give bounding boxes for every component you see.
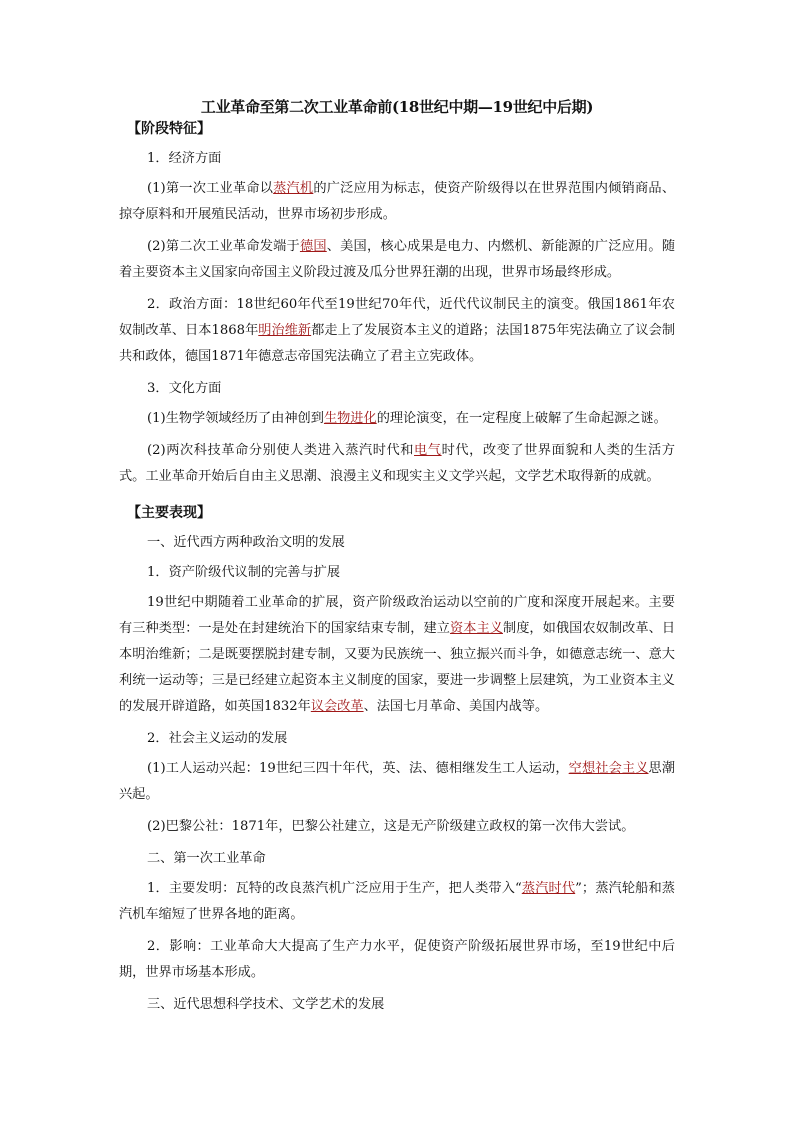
item1-heading: 1．资产阶级代议制的完善与扩展 — [147, 565, 341, 580]
culture-paragraph-2: (2)两次科技革命分别使人类进入蒸汽时代和电气时代，改变了世界面貌和人类的生活方式。工业革命开始后自由主义思潮、浪漫主义和现实主义文学兴起，文学艺术取得新的成就。 — [119, 443, 675, 484]
politics-paragraph: 2．政治方面：18世纪60年代至19世纪70年代，近代代议制民主的演变。俄国1861年农奴制改革、日本1868年明治维新都走上了发展资本主义的道路；法国1875年宪法确立了议会制共和政体，德国1871年德意志帝国宪法确立了君主立宪政体。 — [119, 297, 676, 364]
keyword-utopian-socialism[interactable]: 空想社会主义 — [568, 761, 649, 776]
economy-paragraph-2: (2)第二次工业革命发端于德国、美国，核心成果是电力、内燃机、新能源的广泛应用。随着主要资本主义国家向帝国主义阶段过渡及瓜分世界狂潮的出现，世界市场最终形成。 — [119, 239, 676, 280]
keyword-germany[interactable]: 德国 — [299, 239, 327, 254]
keyword-electricity[interactable]: 电气 — [414, 443, 442, 458]
item1-paragraph: 19世纪中期随着工业革命的扩展，资产阶级政治运动以空前的广度和深度开展起来。主要有三种类型：一是处在封建统治下的国家结束专制，建立资本主义制度，如俄国农奴制改革、日本明治维新；二是既要摆脱封建专制，又要为民族统一、独立振兴而斗争，如德意志统一、意大利统一运动等；三是已经建立起资本主义制度的国家，要进一步调整上层建筑，为工业资本主义的发展开辟道路，如英国1832年议会改革、法国七月革命、美国内战等。 — [119, 595, 676, 714]
document-page — [119, 96, 675, 1022]
keyword-steam-engine[interactable]: 蒸汽机 — [273, 181, 314, 196]
economy-heading: 1．经济方面 — [147, 151, 222, 166]
keyword-capitalism[interactable]: 资本主义 — [449, 621, 503, 636]
keyword-meiji-restoration[interactable]: 明治维新 — [258, 323, 312, 338]
part3-heading: 三、近代思想科学技术、文学艺术的发展 — [147, 997, 385, 1012]
item2-heading: 2．社会主义运动的发展 — [147, 731, 288, 746]
part2-paragraph-1: 1．主要发明：瓦特的改良蒸汽机广泛应用于生产，把人类带入“蒸汽时代”；蒸汽轮船和蒸汽机车缩短了世界各地的距离。 — [119, 881, 675, 922]
keyword-parliament-reform[interactable]: 议会改革 — [310, 699, 364, 714]
keyword-evolution[interactable]: 生物进化 — [323, 411, 377, 426]
part2-paragraph-2: 2．影响：工业革命大大提高了生产力水平，促使资产阶级拓展世界市场，至19世纪中后期，世界市场基本形成。 — [119, 939, 675, 980]
part2-heading: 二、第一次工业革命 — [147, 851, 266, 866]
economy-paragraph-1: (1)第一次工业革命以蒸汽机的广泛应用为标志，使资产阶级得以在世界范围内倾销商品、掠夺原料和开展殖民活动，世界市场初步形成。 — [119, 181, 676, 222]
item2-paragraph-2: (2)巴黎公社：1871年，巴黎公社建立，这是无产阶级建立政权的第一次伟大尝试。 — [147, 819, 635, 834]
culture-heading: 3．文化方面 — [147, 381, 222, 396]
part1-heading: 一、近代西方两种政治文明的发展 — [147, 535, 345, 550]
culture-paragraph-1: (1)生物学领域经历了由神创到生物进化的理论演变，在一定程度上破解了生命起源之谜。 — [147, 411, 667, 426]
document-title: 工业革命至第二次工业革命前(18世纪中期—19世纪中后期) — [200, 98, 594, 116]
keyword-steam-age[interactable]: 蒸汽时代 — [521, 881, 576, 896]
stage-features-heading: 【阶段特征】 — [127, 121, 211, 137]
item2-paragraph-1: (1)工人运动兴起：19世纪三四十年代，英、法、德相继发生工人运动，空想社会主义思潮兴起。 — [119, 761, 676, 802]
main-performance-heading: 【主要表现】 — [127, 505, 211, 521]
